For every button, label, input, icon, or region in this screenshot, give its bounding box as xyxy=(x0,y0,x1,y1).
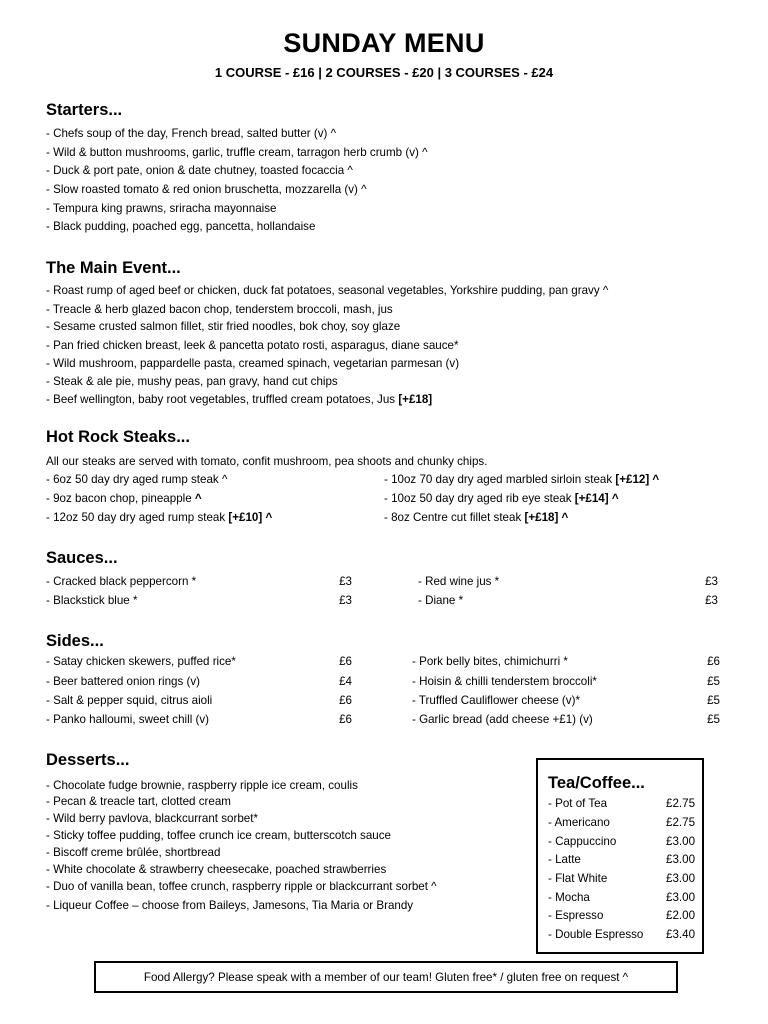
dessert-item: - Chocolate fudge brownie, raspberry ripple ice cream, coulis xyxy=(46,779,358,792)
dessert-item: - Sticky toffee pudding, toffee crunch ice cream, butterscotch sauce xyxy=(46,829,391,842)
tea-item-price: £3.00 xyxy=(666,891,696,904)
starter-item: - Tempura king prawns, sriracha mayonnaise xyxy=(46,202,277,215)
steak-item-text: - 10oz 70 day dry aged marbled sirloin steak xyxy=(384,473,616,486)
course-prices: 1 COURSE - £16 | 2 COURSES - £20 | 3 COURSES - £24 xyxy=(214,65,554,80)
steak-item-extra: [+£12] ^ xyxy=(615,473,660,486)
main-item: - Wild mushroom, pappardelle pasta, creamed spinach, vegetarian parmesan (v) xyxy=(46,357,460,370)
tea-item-name: - Pot of Tea xyxy=(548,797,608,810)
sauce-price: £3 xyxy=(339,594,352,607)
sauces-heading: Sauces... xyxy=(46,549,118,567)
steaks-intro: All our steaks are served with tomato, confit mushroom, pea shoots and chunky chips. xyxy=(46,455,488,468)
main-item xyxy=(46,393,432,407)
side-price: £6 xyxy=(339,655,352,668)
side-name: - Salt & pepper squid, citrus aioli xyxy=(46,694,213,707)
side-price: £4 xyxy=(339,675,352,688)
starter-item: - Black pudding, poached egg, pancetta, hollandaise xyxy=(46,220,316,233)
allergy-text: Food Allergy? Please speak with a member of our team! Gluten free* / gluten free on request ^ xyxy=(143,970,629,984)
steak-item-extra: [+£18] ^ xyxy=(524,511,569,524)
dessert-item: - Duo of vanilla bean, toffee crunch, raspberry ripple or blackcurrant sorbet ^ xyxy=(46,880,437,893)
tea-item-name: - Mocha xyxy=(548,891,590,904)
steak-item xyxy=(384,473,659,487)
tea-item-price: £3.00 xyxy=(666,853,696,866)
side-price: £6 xyxy=(339,694,352,707)
starter-item: - Chefs soup of the day, French bread, salted butter (v) ^ xyxy=(46,127,337,140)
side-price: £6 xyxy=(707,655,720,668)
main-item: - Sesame crusted salmon fillet, stir fried noodles, bok choy, soy glaze xyxy=(46,320,401,333)
main-item: - Pan fried chicken breast, leek & pancetta potato rosti, asparagus, diane sauce* xyxy=(46,339,459,352)
dessert-item: - Wild berry pavlova, blackcurrant sorbet* xyxy=(46,812,258,825)
dessert-item: - Biscoff creme brûlée, shortbread xyxy=(46,846,221,859)
steak-item-extra: ^ xyxy=(221,473,228,486)
main-item: - Treacle & herb glazed bacon chop, tenderstem broccoli, mash, jus xyxy=(46,303,393,316)
steak-item xyxy=(46,473,227,487)
mains-heading: The Main Event... xyxy=(46,259,181,277)
side-name: - Pork belly bites, chimichurri * xyxy=(412,655,568,668)
tea-item-name: - Latte xyxy=(548,853,581,866)
sauce-price: £3 xyxy=(705,594,718,607)
tea-item-price: £3.00 xyxy=(666,835,696,848)
tea-item-price: £2.00 xyxy=(666,909,696,922)
dessert-item: - White chocolate & strawberry cheesecake, poached strawberries xyxy=(46,863,387,876)
side-name: - Beer battered onion rings (v) xyxy=(46,675,201,688)
side-name: - Satay chicken skewers, puffed rice* xyxy=(46,655,236,668)
sauce-name: - Blackstick blue * xyxy=(46,594,138,607)
dessert-item: - Liqueur Coffee – choose from Baileys, Jamesons, Tia Maria or Brandy xyxy=(46,899,414,912)
steak-item xyxy=(46,511,272,525)
tea-item-name: - Cappuccino xyxy=(548,835,617,848)
main-item-text: - Beef wellington, baby root vegetables, truffled cream potatoes, Jus xyxy=(46,393,399,406)
side-price: £5 xyxy=(707,713,720,726)
side-name: - Hoisin & chilli tenderstem broccoli* xyxy=(412,675,597,688)
sauce-price: £3 xyxy=(339,575,352,588)
sauce-price: £3 xyxy=(705,575,718,588)
tea-item-price: £3.00 xyxy=(666,872,696,885)
side-name: - Garlic bread (add cheese +£1) (v) xyxy=(412,713,593,726)
main-item: - Steak & ale pie, mushy peas, pan gravy, hand cut chips xyxy=(46,375,338,388)
supplement-price: [+£18] xyxy=(398,393,433,406)
tea-item-name: - Americano xyxy=(548,816,610,829)
tea-item-price: £3.40 xyxy=(666,928,696,941)
steak-item-text: - 8oz Centre cut fillet steak xyxy=(384,511,525,524)
starters-heading: Starters... xyxy=(46,101,123,119)
steak-item-text: - 12oz 50 day dry aged rump steak xyxy=(46,511,229,524)
side-price: £6 xyxy=(339,713,352,726)
steak-item-extra: [+£10] ^ xyxy=(228,511,273,524)
menu-title: SUNDAY MENU xyxy=(283,28,485,58)
starter-item: - Slow roasted tomato & red onion bruschetta, mozzarella (v) ^ xyxy=(46,183,367,196)
tea-item-price: £2.75 xyxy=(666,816,696,829)
side-name: - Truffled Cauliflower cheese (v)* xyxy=(412,694,580,707)
steak-item-extra: ^ xyxy=(194,492,202,505)
sauce-name: - Cracked black peppercorn * xyxy=(46,575,197,588)
steak-item xyxy=(384,492,619,506)
steaks-heading: Hot Rock Steaks... xyxy=(46,428,190,446)
sauce-name: - Diane * xyxy=(418,594,464,607)
starter-item: - Duck & port pate, onion & date chutney, toasted focaccia ^ xyxy=(46,164,353,177)
starter-item: - Wild & button mushrooms, garlic, truffle cream, tarragon herb crumb (v) ^ xyxy=(46,146,428,159)
tea-item-name: - Flat White xyxy=(548,872,608,885)
steak-item-text: - 9oz bacon chop, pineapple xyxy=(46,492,195,505)
sauce-name: - Red wine jus * xyxy=(418,575,500,588)
steak-item-extra: [+£14] ^ xyxy=(574,492,619,505)
side-price: £5 xyxy=(707,694,720,707)
tea-item-name: - Espresso xyxy=(548,909,604,922)
side-name: - Panko halloumi, sweet chill (v) xyxy=(46,713,210,726)
desserts-heading: Desserts... xyxy=(46,751,130,769)
dessert-item: - Pecan & treacle tart, clotted cream xyxy=(46,795,231,808)
steak-item xyxy=(46,492,202,506)
tea-item-price: £2.75 xyxy=(666,797,696,810)
main-item: - Roast rump of aged beef or chicken, duck fat potatoes, seasonal vegetables, Yorkshire pudding, pan gravy ^ xyxy=(46,284,609,297)
tea-coffee-heading: Tea/Coffee... xyxy=(548,774,645,792)
side-price: £5 xyxy=(707,675,720,688)
allergy-notice xyxy=(94,961,678,993)
steak-item-text: - 10oz 50 day dry aged rib eye steak xyxy=(384,492,575,505)
tea-item-name: - Double Espresso xyxy=(548,928,644,941)
sides-heading: Sides... xyxy=(46,632,104,650)
steak-item xyxy=(384,511,568,525)
steak-item-text: - 6oz 50 day dry aged rump steak xyxy=(46,473,222,486)
tea-coffee-box xyxy=(536,758,704,954)
